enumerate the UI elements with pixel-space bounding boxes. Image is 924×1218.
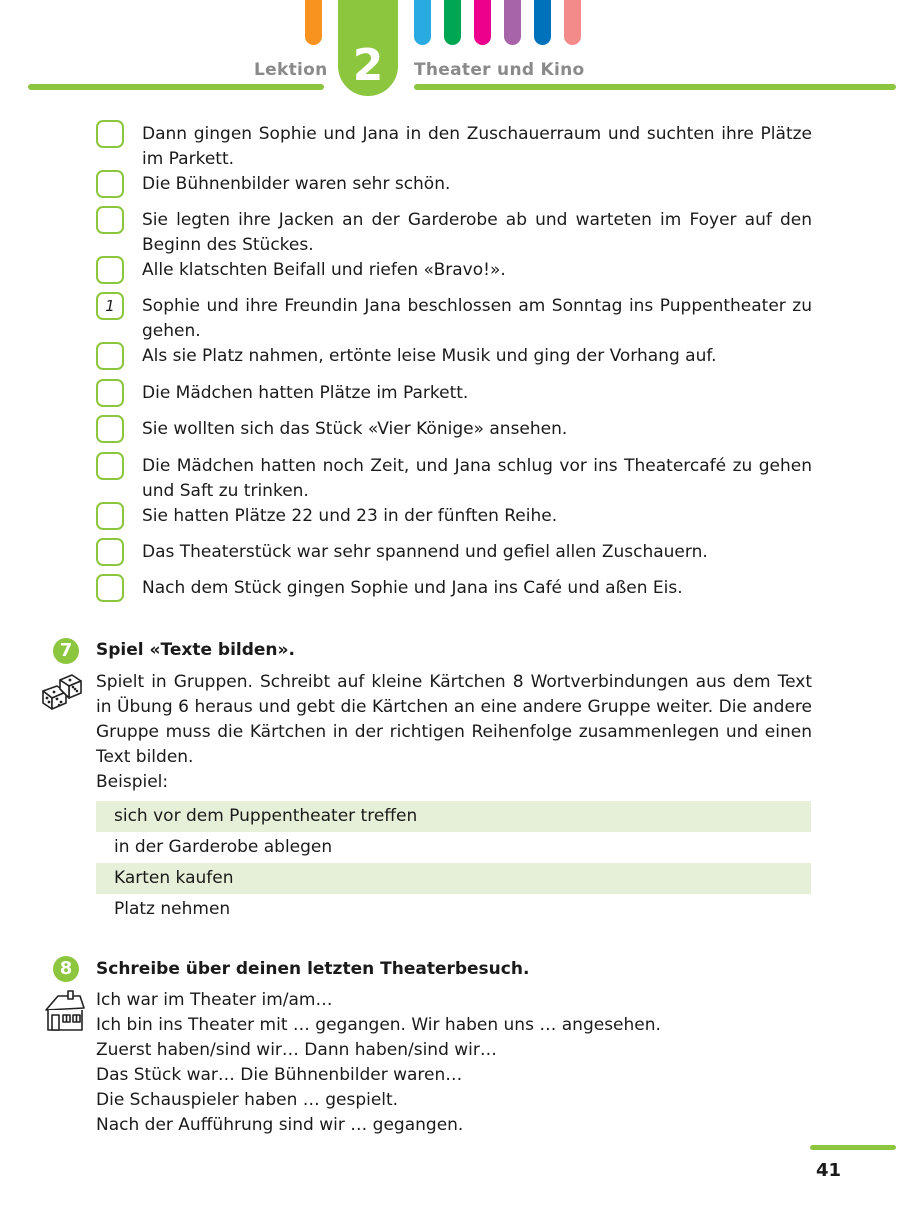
exercise-8-prompts (96, 988, 812, 1138)
lesson-label: Lektion (254, 60, 328, 80)
list-item-text: Sophie und ihre Freundin Jana beschlossen am Sonntag ins Puppentheater zu gehen. (142, 296, 812, 341)
example-phrase: Platz nehmen (114, 899, 231, 919)
prompt-line: Ich war im Theater im/am… (96, 990, 333, 1010)
list-item-text: Das Theaterstück war sehr spannend und gefiel allen Zuschauern. (142, 542, 708, 562)
list-item-text: Die Mädchen hatten noch Zeit, und Jana schlug vor ins Theatercafé zu gehen und Saft zu trinken. (142, 456, 812, 501)
list-item-text: Dann gingen Sophie und Jana in den Zuschauerraum und suchten ihre Plätze im Parkett. (142, 124, 812, 169)
color-tab (564, 0, 581, 45)
dice-icon (40, 672, 84, 712)
example-phrase: sich vor dem Puppentheater treffen (96, 801, 811, 832)
example-phrases (96, 801, 811, 925)
exercise-7-number: 7 (53, 638, 79, 664)
prompt-line: Die Schauspieler haben … gespielt. (96, 1090, 399, 1110)
house-icon (42, 990, 86, 1034)
lesson-title: Theater und Kino (414, 60, 585, 80)
lesson-number-badge: 2 (338, 0, 398, 96)
example-phrase: Karten kaufen (96, 863, 811, 894)
list-item-text: Nach dem Stück gingen Sophie und Jana ins Café und aßen Eis. (142, 578, 683, 598)
number-box[interactable] (96, 574, 124, 602)
footer-rule (810, 1145, 896, 1150)
number-box[interactable] (96, 256, 124, 284)
exercise-7-title: Spiel «Texte bilden». (96, 640, 295, 660)
number-box[interactable]: 1 (96, 292, 124, 320)
number-box[interactable] (96, 379, 124, 407)
list-item-text: Sie hatten Plätze 22 und 23 in der fünften Reihe. (142, 506, 558, 526)
example-label: Beispiel: (96, 772, 169, 792)
prompt-line: Zuerst haben/sind wir… Dann haben/sind wir… (96, 1040, 497, 1060)
color-tab (504, 0, 521, 45)
prompt-line: Ich bin ins Theater mit … gegangen. Wir haben uns … angesehen. (96, 1015, 661, 1035)
color-tab (414, 0, 431, 45)
prompt-line: Das Stück war… Die Bühnenbilder waren… (96, 1065, 463, 1085)
number-box[interactable] (96, 170, 124, 198)
page-number: 41 (816, 1160, 842, 1181)
exercise-8-title: Schreibe über deinen letzten Theaterbesuch. (96, 959, 530, 979)
exercise-8-number: 8 (53, 956, 79, 982)
list-item-text: Die Bühnenbilder waren sehr schön. (142, 174, 451, 194)
example-phrase: in der Garderobe ablegen (114, 837, 333, 857)
list-item-text: Sie legten ihre Jacken an der Garderobe ab und warteten im Foyer auf den Beginn des Stückes. (142, 210, 812, 255)
number-box[interactable] (96, 502, 124, 530)
color-tab (474, 0, 491, 45)
color-tab (444, 0, 461, 45)
color-tab (534, 0, 551, 45)
number-box[interactable] (96, 415, 124, 443)
header-rule-right (414, 84, 896, 90)
number-box[interactable] (96, 120, 124, 148)
prompt-line: Nach der Aufführung sind wir … gegangen. (96, 1115, 464, 1135)
exercise-7-instructions: Spielt in Gruppen. Schreibt auf kleine Kärtchen 8 Wortverbindungen aus dem Text in Übung 6 heraus und gebt die Kärtchen an eine andere Gruppe weiter. Die andere Gruppe muss die Kärtchen in der richtigen Reihenfolge zusammenlegen und einen Text bilden. (96, 672, 812, 767)
number-box[interactable] (96, 206, 124, 234)
header-rule-left (28, 84, 324, 90)
list-item-text: Als sie Platz nahmen, ertönte leise Musik und ging der Vorhang auf. (142, 346, 717, 366)
list-item-text: Sie wollten sich das Stück «Vier Könige» ansehen. (142, 419, 568, 439)
list-item-text: Alle klatschten Beifall und riefen «Bravo!». (142, 260, 506, 280)
number-box[interactable] (96, 452, 124, 480)
number-box[interactable] (96, 342, 124, 370)
color-tab (305, 0, 322, 45)
number-box[interactable] (96, 538, 124, 566)
list-item-text: Die Mädchen hatten Plätze im Parkett. (142, 383, 469, 403)
